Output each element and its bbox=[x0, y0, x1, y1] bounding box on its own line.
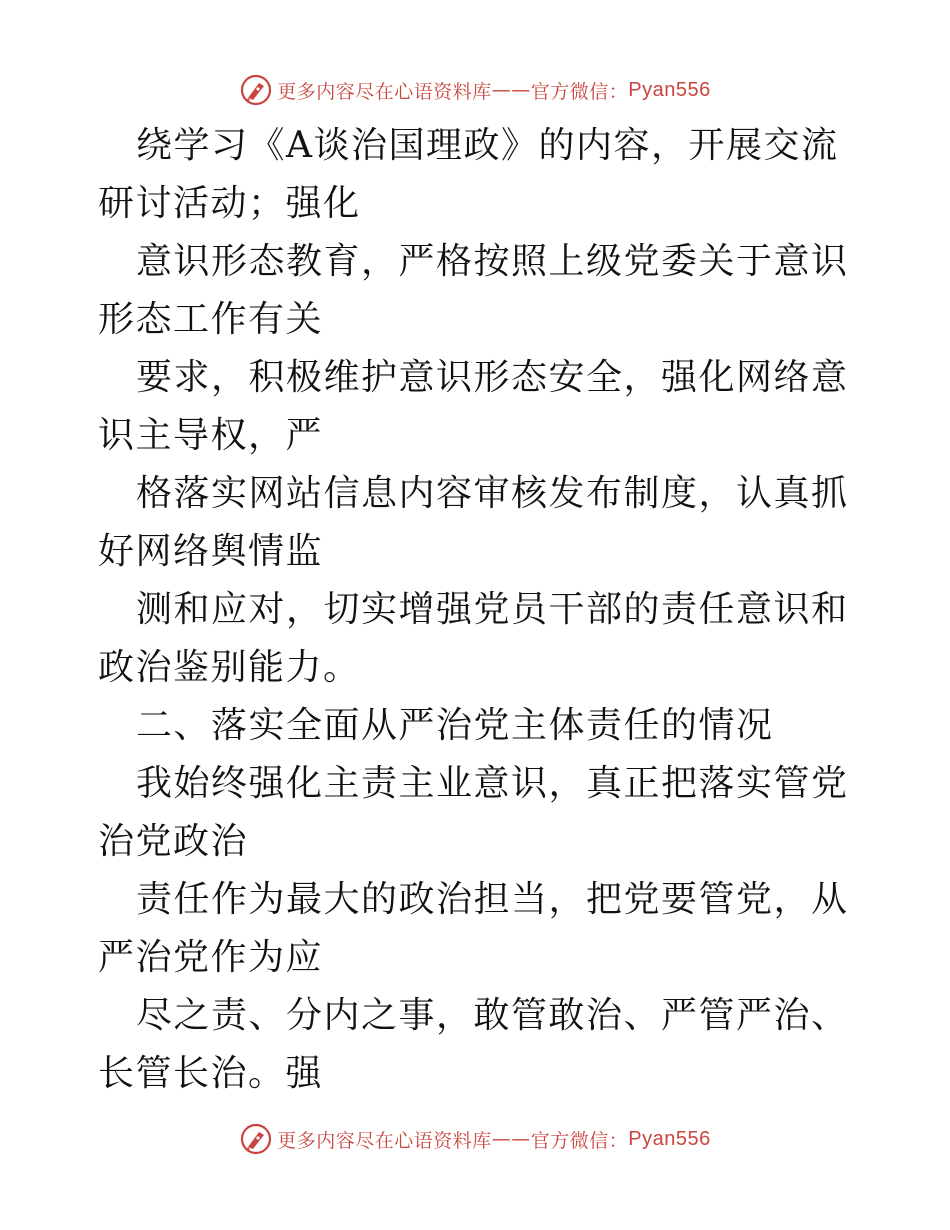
section-heading: 二、落实全面从严治党主体责任的情况 bbox=[136, 705, 774, 746]
header-banner bbox=[0, 68, 950, 112]
banner-text: 更多内容尽在心语资料库 bbox=[277, 1129, 492, 1152]
paragraph: 我始终强化主责主业意识，真正把落实管党治党政治 bbox=[98, 763, 849, 862]
banner-separator: —— bbox=[491, 1128, 531, 1150]
banner-text: 更多内容尽在心语资料库 bbox=[277, 80, 492, 103]
banner-handle: Pyan556 bbox=[628, 1127, 711, 1150]
paragraph: 要求，积极维护意识形态安全，强化网络意识主导权，严 bbox=[98, 357, 849, 456]
paragraph: 意识形态教育，严格按照上级党委关于意识形态工作有关 bbox=[98, 241, 849, 340]
paragraph: 格落实网站信息内容审核发布制度，认真抓好网络舆情监 bbox=[98, 473, 849, 572]
paragraph: 测和应对，切实增强党员干部的责任意识和政治鉴别能力。 bbox=[98, 589, 849, 688]
pen-nib-logo-icon bbox=[239, 73, 273, 107]
banner-wechat-label: 官方微信： bbox=[530, 80, 629, 103]
paragraph: 绕学习《A谈治国理政》的内容，开展交流研讨活动；强化 bbox=[98, 125, 839, 224]
paragraph: 尽之责、分内之事，敢管敢治、严管严治、长管长治。强 bbox=[98, 995, 849, 1094]
banner-separator: —— bbox=[491, 79, 531, 101]
pen-nib-logo-icon bbox=[239, 1122, 273, 1156]
banner-handle: Pyan556 bbox=[628, 78, 711, 101]
banner-wechat-label: 官方微信： bbox=[530, 1129, 629, 1152]
document-body bbox=[98, 117, 858, 1103]
footer-banner bbox=[0, 1117, 950, 1161]
paragraph: 责任作为最大的政治担当，把党要管党，从严治党作为应 bbox=[98, 879, 849, 978]
